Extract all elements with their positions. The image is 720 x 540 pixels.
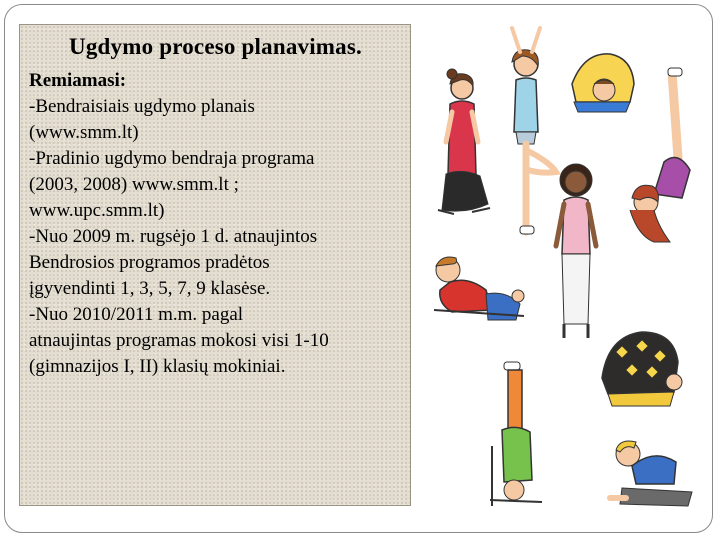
kneeling-girl-icon [432, 64, 496, 230]
body-line: -Nuo 2009 m. rugsėjo 1 d. atnaujintos [29, 226, 318, 247]
body-line: -Pradinio ugdymo bendraja programa [29, 148, 315, 169]
curled-child-icon [594, 322, 694, 408]
slide-body [29, 68, 402, 380]
body-line: įgyvendinti 1, 3, 5, 7, 9 klasėse. [29, 278, 271, 299]
body-line: www.upc.smm.lt) [29, 200, 165, 221]
prone-stretch-boy-icon [428, 250, 528, 332]
body-line: (gimnazijos I, II) klasių mokiniai. [29, 356, 286, 377]
body-line: Bendrosios programos pradėtos [29, 252, 270, 273]
subtitle: Remiamasi: [29, 70, 127, 91]
yoga-illustrations [418, 20, 708, 520]
slide-title: Ugdymo proceso planavimas. [69, 34, 362, 59]
text-panel [19, 24, 411, 506]
forward-bend-boy-icon [602, 420, 700, 516]
body-line: -Nuo 2010/2011 m.m. pagal [29, 304, 244, 325]
body-line: -Bendraisiais ugdymo planais [29, 96, 255, 117]
body-line: (2003, 2008) www.smm.lt ; [29, 174, 239, 195]
body-line: atnaujintas programas mokosi visi 1-10 [29, 330, 329, 351]
body-line: (www.smm.lt) [29, 122, 139, 143]
standing-girl-icon [546, 154, 610, 344]
shoulder-stand-kid-icon [484, 360, 566, 510]
leg-raise-girl-icon [624, 66, 702, 252]
